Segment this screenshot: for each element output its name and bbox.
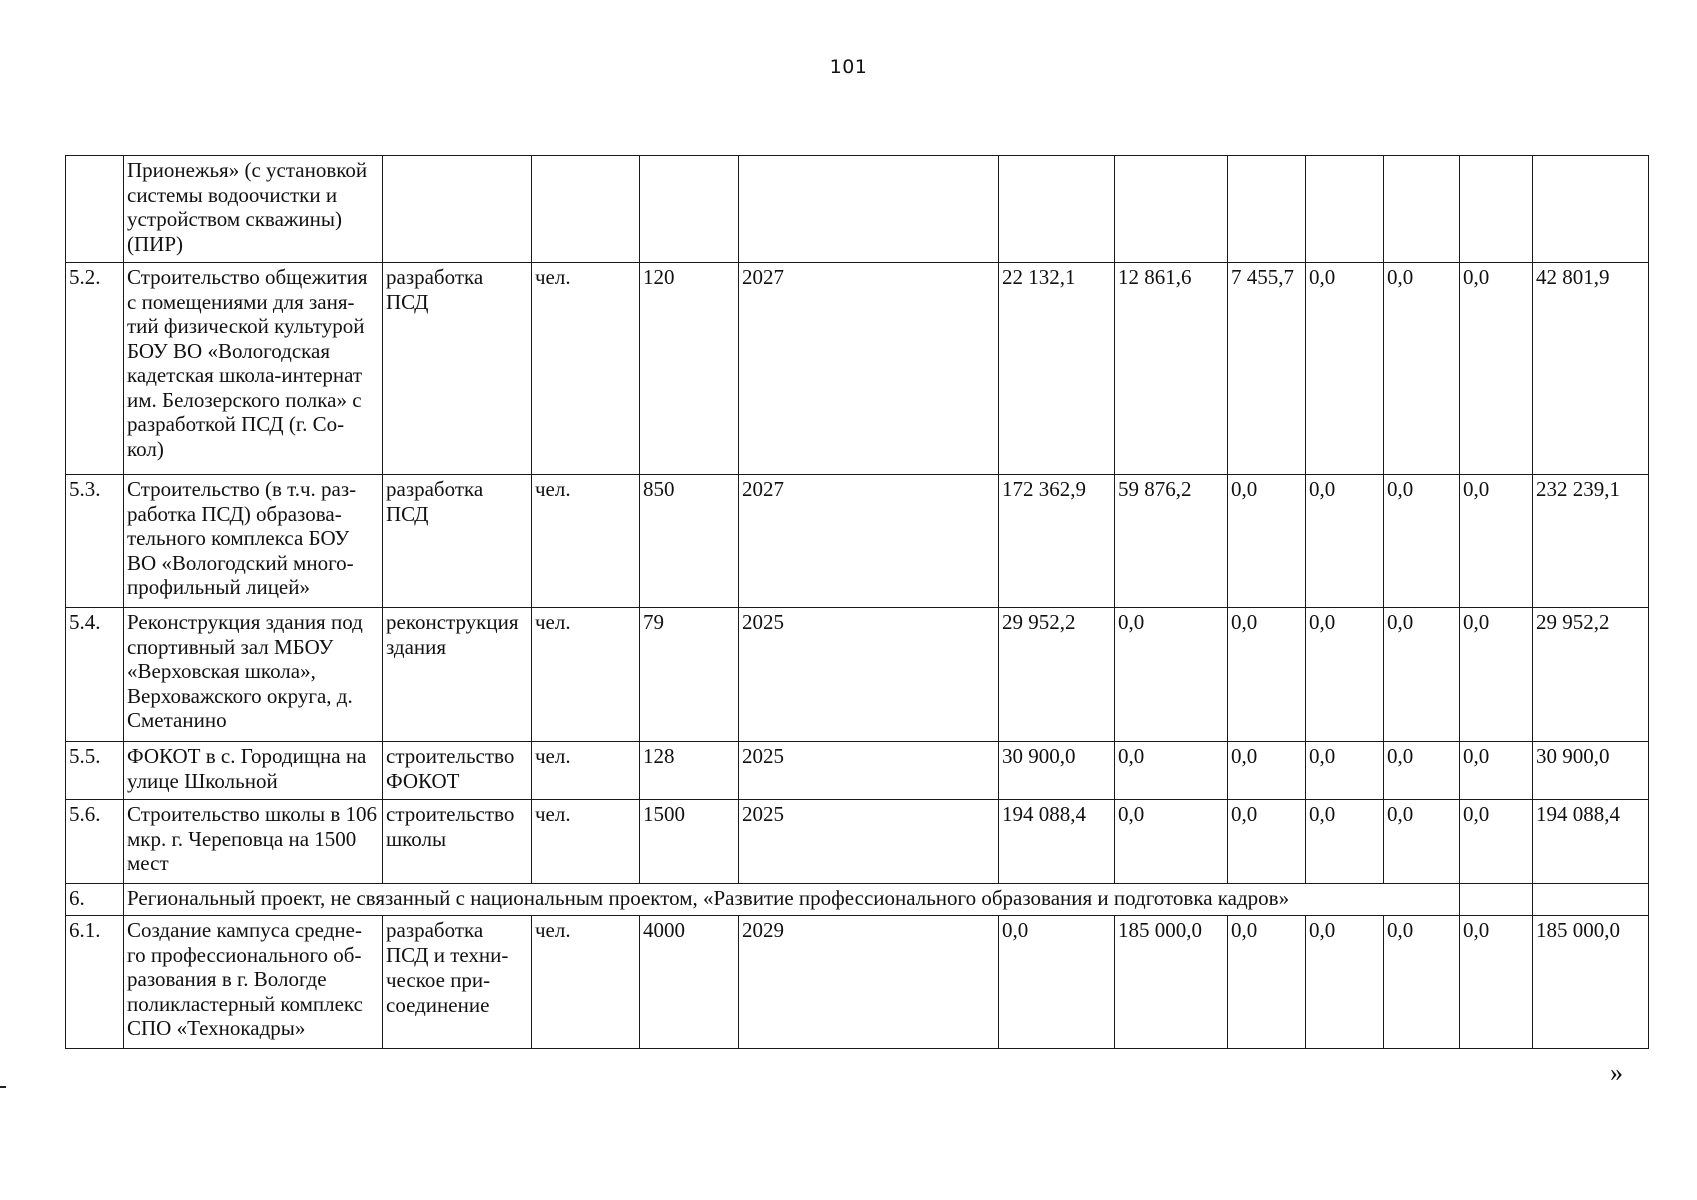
- completion-year: 2027: [739, 475, 999, 608]
- work-type: строительство ФОКОТ: [383, 742, 532, 800]
- row-number: 6.1.: [66, 916, 124, 1049]
- table-row: [66, 263, 1649, 475]
- unit: чел.: [532, 475, 640, 608]
- value-cell: 59 876,2: [1115, 475, 1228, 608]
- value-cell: 0,0: [1306, 608, 1384, 742]
- completion-year: 2025: [739, 608, 999, 742]
- completion-year: 2025: [739, 800, 999, 884]
- value-cell: 194 088,4: [999, 800, 1115, 884]
- value-cell: 0,0: [1228, 916, 1306, 1049]
- completion-year: 2027: [739, 263, 999, 475]
- value-cell: 12 861,6: [1115, 263, 1228, 475]
- work-type: [383, 156, 532, 263]
- value-cell: 0,0: [1460, 742, 1533, 800]
- total-cell: 29 952,2: [1533, 608, 1649, 742]
- value-cell: 0,0: [1460, 475, 1533, 608]
- value-cell: [1384, 156, 1460, 263]
- value-cell: [999, 156, 1115, 263]
- empty-cell: [1460, 884, 1533, 916]
- object-name: Строительство общежития с помещениями для заня-тий физической культурой БОУ ВО «Вологодская кадетская школа-интернат им. Белозерского полка» с разработкой ПСД (г. Со-кол): [124, 263, 383, 475]
- value-cell: 0,0: [1306, 263, 1384, 475]
- unit: чел.: [532, 742, 640, 800]
- value-cell: 0,0: [1228, 800, 1306, 884]
- table-row: [66, 916, 1649, 1049]
- work-type: разработка ПСД: [383, 475, 532, 608]
- closing-quote-mark: »: [1610, 1058, 1623, 1087]
- value-cell: 0,0: [1384, 742, 1460, 800]
- work-type: разработка ПСД и техни-ческое при-соединение: [383, 916, 532, 1049]
- value-cell: 0,0: [1115, 800, 1228, 884]
- capacity: 128: [640, 742, 739, 800]
- value-cell: [1228, 156, 1306, 263]
- total-cell: 42 801,9: [1533, 263, 1649, 475]
- unit: чел.: [532, 800, 640, 884]
- value-cell: 0,0: [1228, 608, 1306, 742]
- value-cell: 22 132,1: [999, 263, 1115, 475]
- value-cell: 0,0: [1306, 800, 1384, 884]
- value-cell: 0,0: [1306, 916, 1384, 1049]
- total-cell: 185 000,0: [1533, 916, 1649, 1049]
- section-number: 6.: [66, 884, 124, 916]
- unit: чел.: [532, 263, 640, 475]
- value-cell: 0,0: [1306, 742, 1384, 800]
- object-name: Реконструкция здания под спортивный зал МБОУ «Верховская школа», Верховажского округа, д. Сметанино: [124, 608, 383, 742]
- value-cell: [1460, 156, 1533, 263]
- object-name: Строительство (в т.ч. раз-работка ПСД) образова-тельного комплекса БОУ ВО «Вологодский много-профильный лицей»: [124, 475, 383, 608]
- work-type: реконструкция здания: [383, 608, 532, 742]
- value-cell: 0,0: [1384, 475, 1460, 608]
- capacity: 120: [640, 263, 739, 475]
- row-number: 5.2.: [66, 263, 124, 475]
- row-number: [66, 156, 124, 263]
- value-cell: 0,0: [1460, 263, 1533, 475]
- object-name: Прионежья» (с установкой системы водоочистки и устройством скважины) (ПИР): [124, 156, 383, 263]
- value-cell: 185 000,0: [1115, 916, 1228, 1049]
- table-row: [66, 742, 1649, 800]
- table-row: [66, 608, 1649, 742]
- unit: чел.: [532, 608, 640, 742]
- completion-year: 2029: [739, 916, 999, 1049]
- value-cell: 0,0: [1306, 475, 1384, 608]
- page-number: 101: [829, 56, 868, 78]
- row-number: 5.5.: [66, 742, 124, 800]
- capacity: 850: [640, 475, 739, 608]
- unit: [532, 156, 640, 263]
- value-cell: 7 455,7: [1228, 263, 1306, 475]
- capacity: 4000: [640, 916, 739, 1049]
- value-cell: 0,0: [1384, 608, 1460, 742]
- scan-artifact-mark: [0, 1086, 6, 1088]
- total-cell: 232 239,1: [1533, 475, 1649, 608]
- row-number: 5.6.: [66, 800, 124, 884]
- object-name: Строительство школы в 106 мкр. г. Череповца на 1500 мест: [124, 800, 383, 884]
- value-cell: 0,0: [1384, 916, 1460, 1049]
- row-number: 5.4.: [66, 608, 124, 742]
- value-cell: 0,0: [1460, 800, 1533, 884]
- work-type: разработка ПСД: [383, 263, 532, 475]
- value-cell: 0,0: [1115, 742, 1228, 800]
- total-cell: 30 900,0: [1533, 742, 1649, 800]
- value-cell: 0,0: [1228, 475, 1306, 608]
- capacity: 79: [640, 608, 739, 742]
- total-cell: 194 088,4: [1533, 800, 1649, 884]
- work-type: строительство школы: [383, 800, 532, 884]
- value-cell: 0,0: [1384, 263, 1460, 475]
- value-cell: 0,0: [1460, 916, 1533, 1049]
- object-name: Создание кампуса средне-го профессионального об-разования в г. Вологде поликластерный комплекс СПО «Технокадры»: [124, 916, 383, 1049]
- value-cell: 0,0: [1460, 608, 1533, 742]
- value-cell: 30 900,0: [999, 742, 1115, 800]
- table-row: [66, 475, 1649, 608]
- total-cell: [1533, 156, 1649, 263]
- value-cell: 172 362,9: [999, 475, 1115, 608]
- empty-cell: [1533, 884, 1649, 916]
- completion-year: 2025: [739, 742, 999, 800]
- value-cell: 0,0: [1384, 800, 1460, 884]
- objects-table: [65, 155, 1649, 1049]
- section-header-row: [66, 884, 1649, 916]
- table-row: [66, 156, 1649, 263]
- value-cell: 0,0: [1228, 742, 1306, 800]
- value-cell: 29 952,2: [999, 608, 1115, 742]
- value-cell: 0,0: [1115, 608, 1228, 742]
- row-number: 5.3.: [66, 475, 124, 608]
- unit: чел.: [532, 916, 640, 1049]
- object-name: ФОКОТ в с. Городищна на улице Школьной: [124, 742, 383, 800]
- value-cell: [1115, 156, 1228, 263]
- value-cell: [1306, 156, 1384, 263]
- capacity: 1500: [640, 800, 739, 884]
- value-cell: 0,0: [999, 916, 1115, 1049]
- table-row: [66, 800, 1649, 884]
- capacity: [640, 156, 739, 263]
- completion-year: [739, 156, 999, 263]
- section-title: Региональный проект, не связанный с национальным проектом, «Развитие профессионального образования и подготовка кадров»: [124, 884, 1460, 916]
